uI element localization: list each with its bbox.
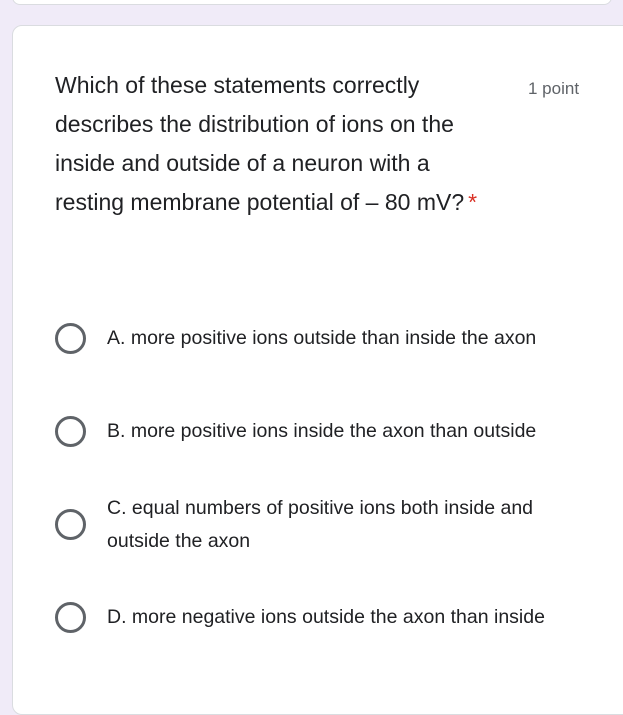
option-c-label[interactable]: C. equal numbers of positive ions both inside and outside the axon bbox=[107, 496, 534, 552]
option-c[interactable] bbox=[55, 492, 585, 557]
previous-question-card bbox=[12, 0, 612, 5]
question-title-container bbox=[55, 66, 505, 222]
option-a[interactable] bbox=[55, 306, 585, 371]
option-d[interactable] bbox=[55, 585, 585, 650]
required-asterisk: * bbox=[468, 189, 478, 215]
option-d-label[interactable]: D. more negative ions outside the axon than inside bbox=[107, 606, 545, 628]
option-b-label[interactable]: B. more positive ions inside the axon than outside bbox=[107, 420, 537, 442]
points-label: 1 point bbox=[528, 79, 580, 98]
radio-button-b[interactable] bbox=[55, 416, 86, 447]
question-card bbox=[12, 25, 623, 715]
radio-button-d[interactable] bbox=[55, 602, 86, 633]
option-b[interactable] bbox=[55, 399, 585, 464]
radio-button-a[interactable] bbox=[55, 323, 86, 354]
answer-options bbox=[55, 306, 585, 678]
question-title: Which of these statements correctly describes the distribution of ions on the inside and outside of a neuron with a resting membrane potential of – 80 mV? bbox=[55, 72, 465, 215]
question-header bbox=[55, 66, 600, 222]
radio-button-c[interactable] bbox=[55, 509, 86, 540]
option-a-label[interactable]: A. more positive ions outside than inside the axon bbox=[107, 327, 537, 349]
